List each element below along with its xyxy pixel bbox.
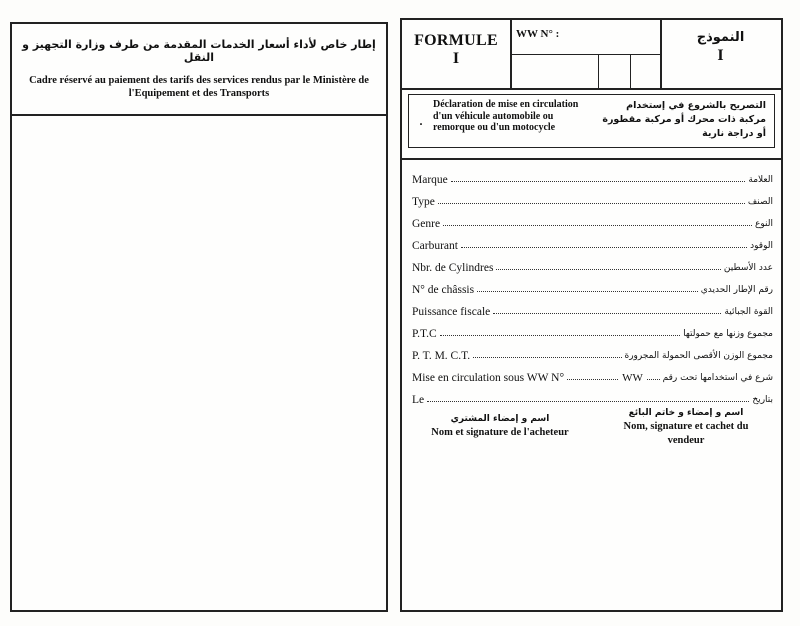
declaration-section: [402, 88, 781, 160]
field-label: N° de châssis: [412, 284, 475, 296]
field-label: Nbr. de Cylindres: [412, 262, 494, 274]
field-label: Le: [412, 394, 425, 406]
formule-label: FORMULE: [414, 32, 498, 49]
ww-cell-divider: [630, 54, 631, 88]
registration-form-card: [400, 18, 783, 612]
field-input-line[interactable]: [567, 378, 618, 380]
namoudhaj-number: I: [717, 47, 724, 64]
ww-cell-divider: [598, 54, 599, 88]
field-label: Carburant: [412, 240, 458, 252]
french-payment-title: Cadre réservé au paiement des tarifs des services rendus par le Ministère de l'Equipement et des Transports: [29, 75, 369, 99]
field-label-ar: عدد الأسطين: [723, 263, 773, 273]
declaration-box: [408, 94, 775, 148]
field-label-ar: الوقود: [750, 241, 773, 251]
field-input-line[interactable]: [438, 202, 745, 204]
field-label-ar: مجموع الوزن الأقصى الحمولة المجرورة: [624, 351, 773, 361]
buyer-signature-label-ar: اسم و إمضاء المشتري: [450, 414, 550, 424]
declaration-bullet: ·: [419, 117, 424, 131]
declaration-arabic: التصريح بالشروع في إستخدام مركبة ذات محرك أو مركبة مقطورة أو دراجة نارية: [602, 100, 766, 139]
field-label-ar: بتاريخ: [752, 395, 773, 405]
field-type[interactable]: [412, 186, 773, 208]
formule-box: [402, 20, 512, 88]
arabic-payment-title: إطار خاص لأداء أسعار الخدمات المقدمة من طرف وزارة التجهيز و النقل: [22, 38, 376, 64]
field-input-line[interactable]: [451, 180, 746, 182]
seller-signature-label: Nom, signature et cachet du vendeur: [623, 421, 749, 446]
field-input-line[interactable]: [427, 400, 749, 402]
ww-number-box[interactable]: [512, 20, 662, 88]
field-label: P. T. M. C.T.: [412, 350, 471, 362]
field-input-line[interactable]: [443, 224, 752, 226]
formule-number: I: [452, 50, 460, 67]
payment-area[interactable]: [12, 116, 386, 610]
signature-section: [402, 408, 781, 468]
field-label: Marque: [412, 174, 448, 186]
field-label: Type: [412, 196, 435, 208]
declaration-french: Déclaration de mise en circulation d'un véhicule automobile ou remorque ou d'un motocycle: [433, 99, 579, 133]
field-puissance[interactable]: [412, 296, 773, 318]
payment-frame-header: [12, 24, 386, 116]
field-input-line[interactable]: [473, 356, 621, 358]
field-ptmct[interactable]: [412, 340, 773, 362]
field-ww-label: WW: [622, 372, 643, 384]
seller-signature-label-ar: اسم و إمضاء و خاتم البائع: [628, 408, 744, 418]
field-input-line[interactable]: [647, 378, 660, 380]
field-ptc[interactable]: [412, 318, 773, 340]
field-label: P.T.C: [412, 328, 437, 340]
field-label-ar: الصنف: [747, 197, 773, 207]
vehicle-fields: [412, 164, 773, 406]
field-input-line[interactable]: [477, 290, 698, 292]
seller-signature-block[interactable]: [611, 408, 761, 448]
ww-divider: [512, 54, 660, 55]
field-label-ar: شرع في استخدامها تحت رقم: [662, 373, 773, 383]
field-label-ar: مجموع وزنها مع حمولتها: [683, 329, 773, 339]
field-input-line[interactable]: [440, 334, 680, 336]
field-label: Mise en circulation sous WW N°: [412, 372, 565, 384]
namoudhaj-label: النموذج: [696, 30, 745, 45]
field-label-ar: النوع: [755, 219, 773, 229]
ww-number-label: WW N° :: [516, 28, 560, 40]
field-label: Genre: [412, 218, 441, 230]
namoudhaj-box: [660, 20, 781, 88]
field-label-ar: رقم الإطار الحديدي: [700, 285, 773, 295]
field-input-line[interactable]: [496, 268, 720, 270]
buyer-signature-block[interactable]: [420, 414, 580, 440]
field-chassis[interactable]: [412, 274, 773, 296]
field-mise-en-circulation[interactable]: [412, 362, 773, 384]
payment-frame-card: [10, 22, 388, 612]
field-carburant[interactable]: [412, 230, 773, 252]
buyer-signature-label: Nom et signature de l'acheteur: [431, 427, 569, 438]
field-input-line[interactable]: [493, 312, 721, 314]
form-header: [402, 20, 781, 90]
field-cylindres[interactable]: [412, 252, 773, 274]
field-genre[interactable]: [412, 208, 773, 230]
field-label-ar: العلامة: [748, 175, 773, 185]
field-input-line[interactable]: [461, 246, 747, 248]
field-label-ar: القوة الجبائية: [724, 307, 773, 317]
field-label: Puissance fiscale: [412, 306, 491, 318]
field-date[interactable]: [412, 384, 773, 406]
field-marque[interactable]: [412, 164, 773, 186]
